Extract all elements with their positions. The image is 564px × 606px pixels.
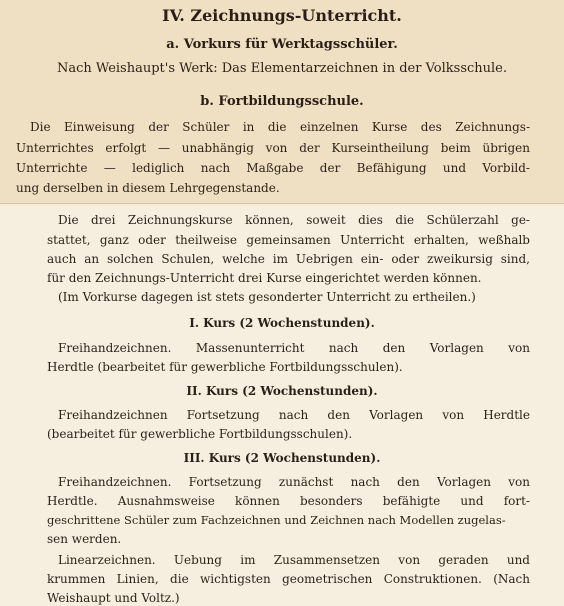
- subtitle-b: b. Fortbildungsschule.: [200, 94, 364, 109]
- top-clipping: [0, 0, 564, 204]
- kurs3-line: Herdtle. Ausnahmsweise können besonders befähigte und fort-: [47, 494, 530, 508]
- bottom-clipping: [0, 206, 564, 606]
- kurs2-heading: II. Kurs (2 Wochenstunden).: [186, 384, 378, 398]
- kurs1-line: Herdtle (bearbeitet für gewerbliche Fortbildungsschulen).: [47, 360, 403, 374]
- intro-line: stattet, ganz oder theilweise gemeinsamen Unterricht erhalten, weßhalb: [47, 233, 530, 247]
- kurs2-line: Freihandzeichnen Fortsetzung nach den Vorlagen von Herdtle: [58, 408, 530, 422]
- para-line: Die Einweisung der Schüler in die einzelnen Kurse des Zeichnungs-: [30, 120, 530, 134]
- intro-line: (Im Vorkurse dagegen ist stets gesonderter Unterricht zu ertheilen.): [58, 290, 476, 304]
- para-line: Unterrichte — lediglich nach Maßgabe der Befähigung und Vorbild-: [16, 161, 530, 175]
- kurs3-line: Freihandzeichnen. Fortsetzung zunächst nach den Vorlagen von: [58, 475, 530, 489]
- para-line: ung derselben in diesem Lehrgegenstande.: [16, 181, 280, 195]
- kurs3-heading: III. Kurs (2 Wochenstunden).: [183, 451, 381, 465]
- linear-line: Weishaupt und Voltz.): [47, 591, 180, 605]
- intro-line: Die drei Zeichnungskurse können, soweit dies die Schülerzahl ge-: [58, 213, 530, 227]
- para-line: Unterrichtes erfolgt — unabhängig von der Kurseintheilung beim übrigen: [16, 141, 530, 155]
- subtitle-a: a. Vorkurs für Werktagsschüler.: [166, 37, 398, 52]
- kurs3-line: geschrittene Schüler zum Fachzeichnen und Zeichnen nach Modellen zugelas-: [47, 513, 506, 527]
- section-title: IV. Zeichnungs-Unterricht.: [162, 6, 402, 25]
- intro-line: auch an solchen Schulen, welche im Uebrigen ein- oder zweikursig sind,: [47, 252, 530, 266]
- kurs1-line: Freihandzeichnen. Massenunterricht nach den Vorlagen von: [58, 341, 530, 355]
- linear-line: krummen Linien, die wichtigsten geometrischen Construktionen. (Nach: [47, 572, 530, 586]
- linear-line: Linearzeichnen. Uebung im Zusammensetzen von geraden und: [58, 553, 530, 567]
- kurs3-line: sen werden.: [47, 532, 122, 546]
- kurs2-line: (bearbeitet für gewerbliche Fortbildungsschulen).: [47, 427, 353, 441]
- intro-line: für den Zeichnungs-Unterricht drei Kurse eingerichtet werden können.: [47, 271, 482, 285]
- line-a: Nach Weishaupt's Werk: Das Elementarzeichnen in der Volksschule.: [56, 61, 507, 76]
- kurs1-heading: I. Kurs (2 Wochenstunden).: [189, 316, 375, 330]
